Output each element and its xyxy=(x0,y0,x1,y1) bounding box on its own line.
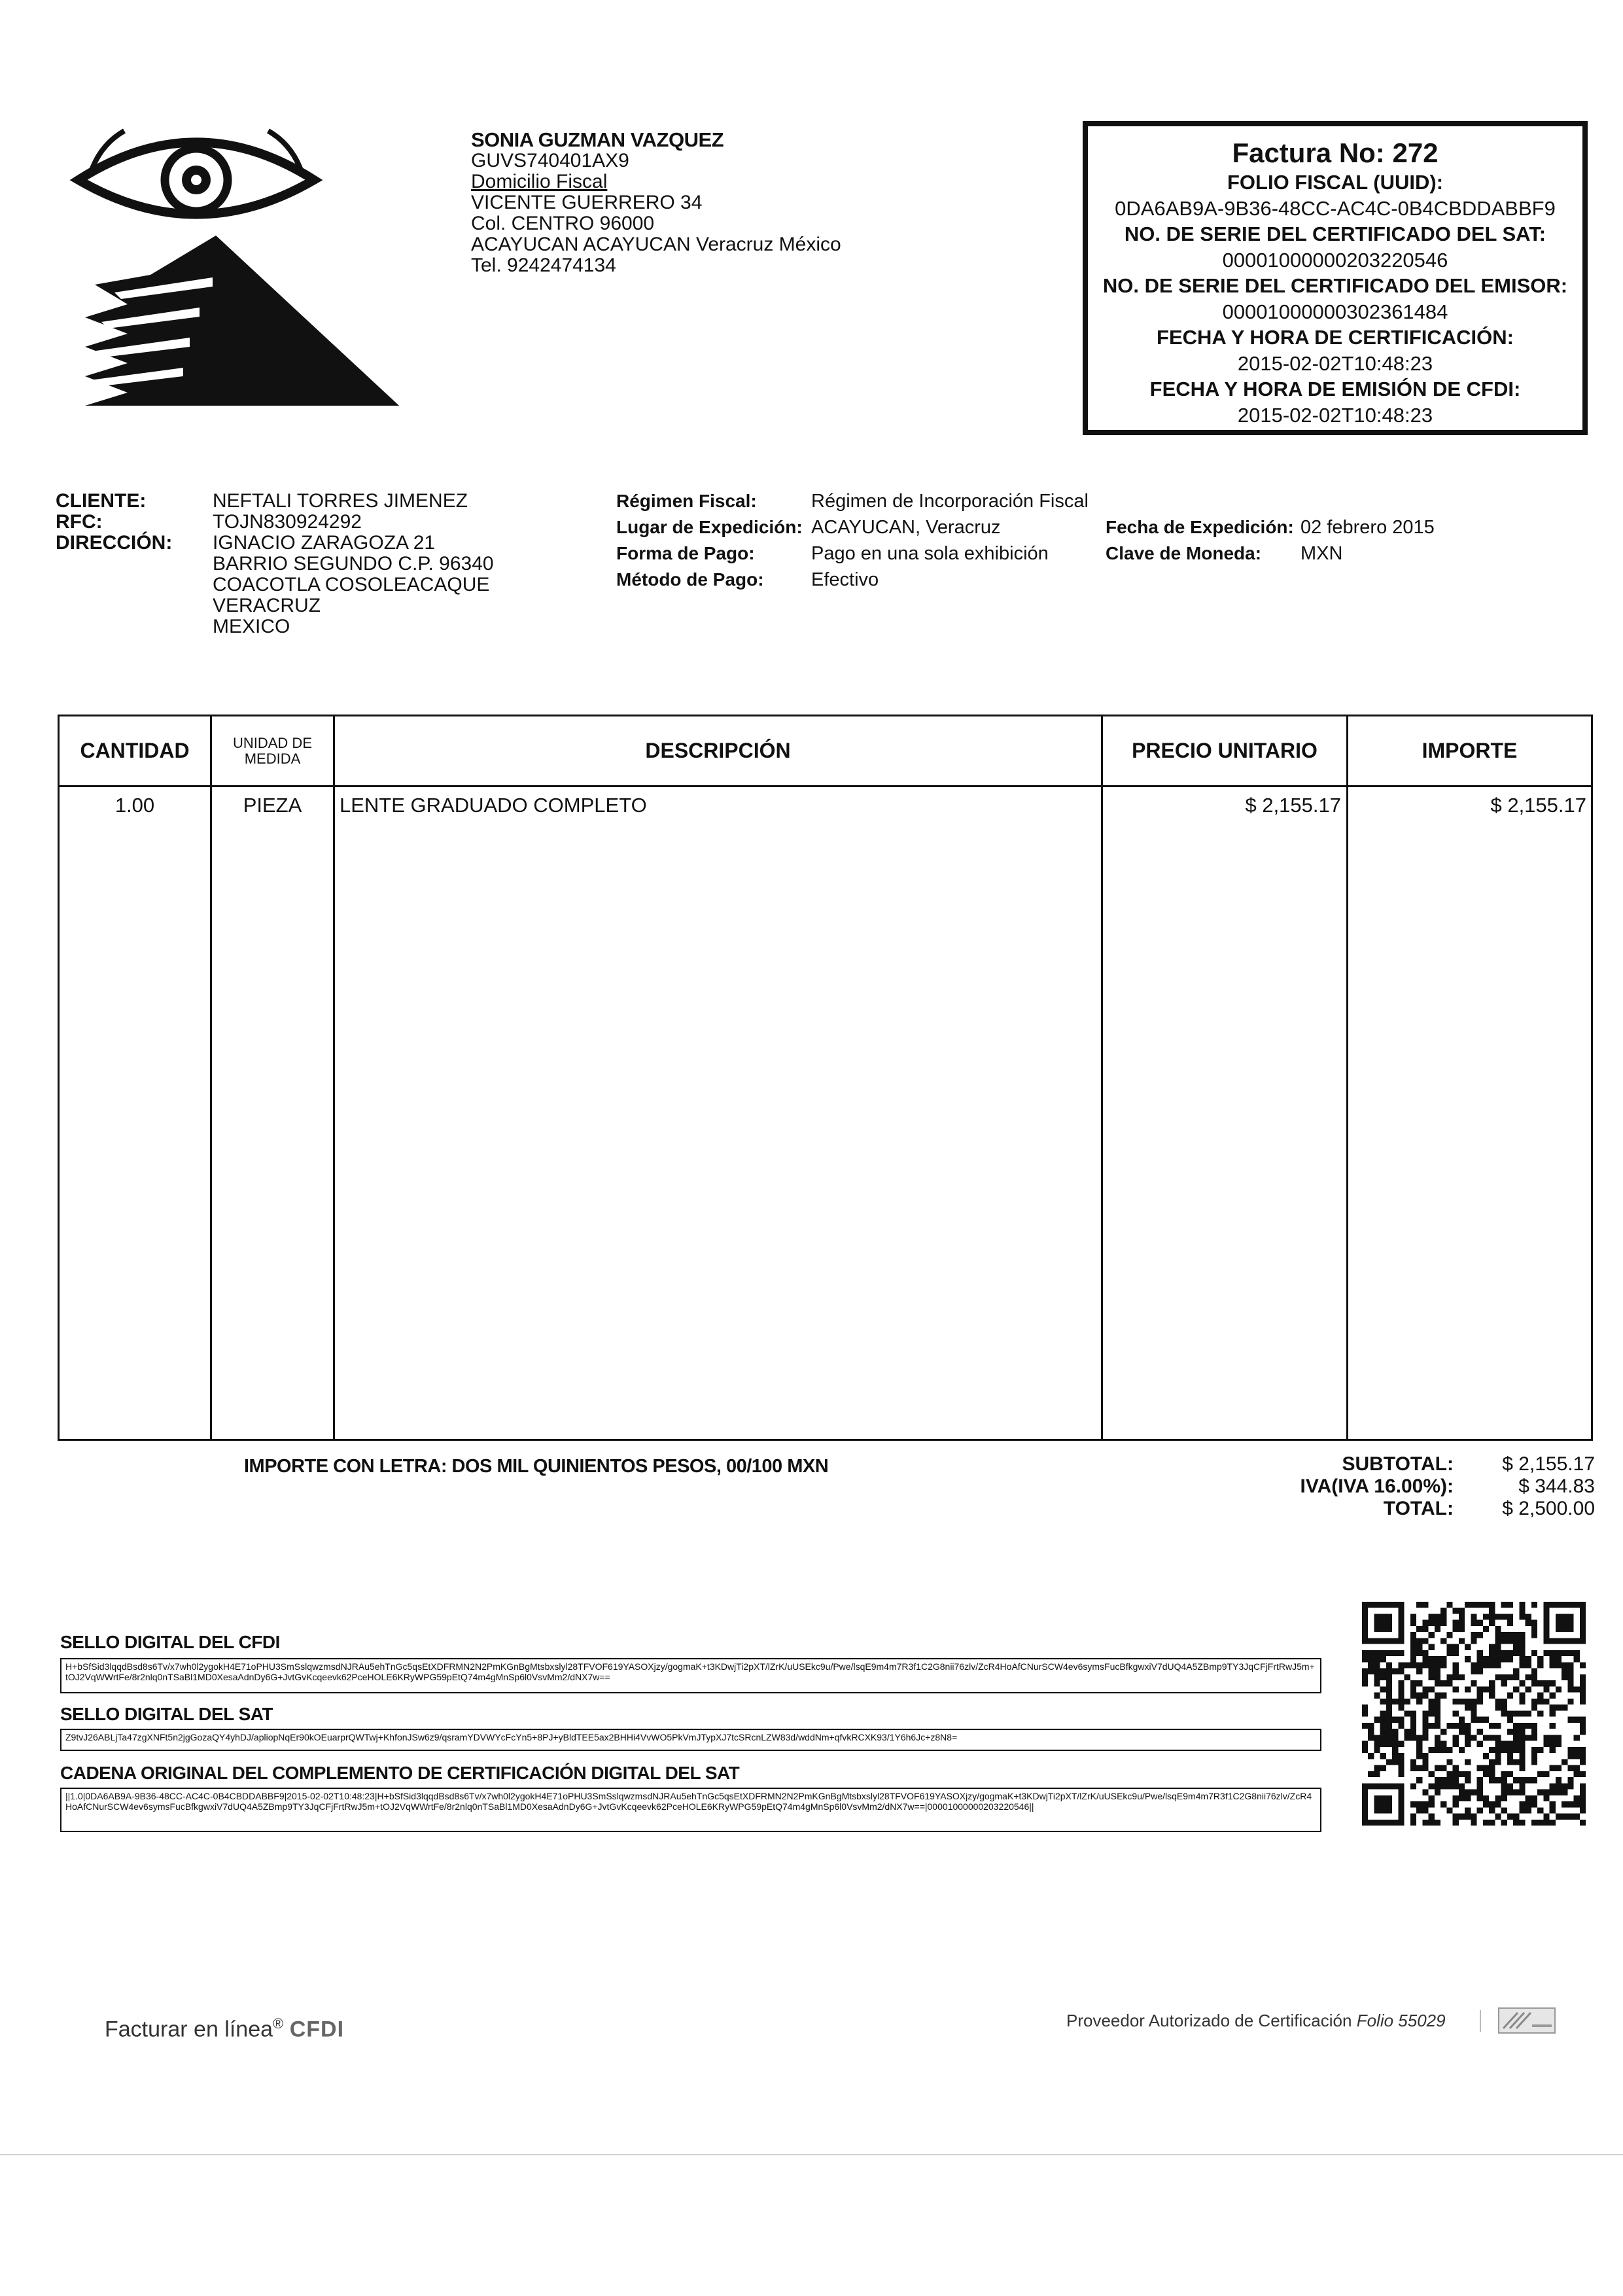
fiscal2-labels xyxy=(1106,514,1294,567)
row-unidad: PIEZA xyxy=(243,794,302,817)
cert-date-label: FECHA Y HORA DE CERTIFICACIÓN: xyxy=(1157,326,1514,349)
moneda-label: Clave de Moneda: xyxy=(1106,543,1262,563)
uuid-value: 0DA6AB9A-9B36-48CC-AC4C-0B4CBDDABBF9 xyxy=(1115,196,1556,220)
issuer-block xyxy=(471,130,841,276)
header-unidad-line1: UNIDAD DE xyxy=(232,734,312,751)
registered-mark: ® xyxy=(273,2015,284,2032)
regimen-label: Régimen Fiscal: xyxy=(616,491,757,511)
sat-cert-value: 00001000000203220546 xyxy=(1222,248,1448,272)
cliente-label: CLIENTE: xyxy=(56,490,147,512)
qr-code xyxy=(1362,1602,1586,1826)
header-unidad-line2: MEDIDA xyxy=(244,750,301,767)
invoice-info-box xyxy=(1083,121,1588,435)
issuer-city: ACAYUCAN ACAYUCAN Veracruz México xyxy=(471,234,841,255)
issuer-street: VICENTE GUERRERO 34 xyxy=(471,192,703,213)
issuer-name: SONIA GUZMAN VAZQUEZ xyxy=(471,128,724,151)
iva-label: IVA(IVA 16.00%): xyxy=(1300,1475,1454,1497)
forma-value: Pago en una sola exhibición xyxy=(811,543,1049,564)
direccion-label: DIRECCIÓN: xyxy=(56,532,173,554)
client-rfc: TOJN830924292 xyxy=(213,511,362,533)
header-descripcion: DESCRIPCIÓN xyxy=(645,739,791,762)
subtotal-label: SUBTOTAL: xyxy=(1342,1453,1454,1475)
header-precio: PRECIO UNITARIO xyxy=(1132,739,1318,762)
sat-cert-label: NO. DE SERIE DEL CERTIFICADO DEL SAT: xyxy=(1124,222,1546,245)
subtotal-value: $ 2,155.17 xyxy=(1502,1453,1595,1475)
company-logo xyxy=(65,118,406,419)
cert-date-value: 2015-02-02T10:48:23 xyxy=(1237,351,1433,375)
lugar-label: Lugar de Expedición: xyxy=(616,517,803,537)
sello-cfdi-heading: SELLO DIGITAL DEL CFDI xyxy=(60,1632,280,1652)
lugar-value: ACAYUCAN, Veracruz xyxy=(811,517,1001,538)
footer-divider xyxy=(1480,2010,1481,2032)
row-descripcion: LENTE GRADUADO COMPLETO xyxy=(340,794,647,817)
total-label: TOTAL: xyxy=(1383,1498,1454,1519)
cadena-heading: CADENA ORIGINAL DEL COMPLEMENTO DE CERTIFICACIÓN DIGITAL DEL SAT xyxy=(60,1763,740,1783)
footer-brand xyxy=(105,2015,344,2042)
issuer-rfc: GUVS740401AX9 xyxy=(471,150,629,171)
emisor-cert-label: NO. DE SERIE DEL CERTIFICADO DEL EMISOR: xyxy=(1102,274,1568,297)
footer-pac xyxy=(1066,2011,1446,2031)
forma-label: Forma de Pago: xyxy=(616,543,755,563)
metodo-value: Efectivo xyxy=(811,569,879,590)
header-importe: IMPORTE xyxy=(1422,739,1518,762)
footer-brand-text: Facturar en línea xyxy=(105,2017,273,2042)
totals-values xyxy=(1492,1453,1595,1520)
cadena-box: ||1.0|0DA6AB9A-9B36-48CC-AC4C-0B4CBDDABBF9|2015-02-02T10:48:23|H+bSfSid3lqqdBsd8s6Tv/x7wh0l2ygokH4E71oPHU3SmSslqwzmsdNJRAu5ehTnGc5qsEtXDFRMN2N2PmKGnBgMtsbxslyl28TFVOF619YASOXjzy/gogmaK+t3KDwjTi2pXT/lZrK/uUSEkc9u/Pwe/lsqE9m4m7R3f1C2G8nii76zlv/ZcR4HoAfCNurSCW4ev6symsFucBfkgwxiV7dUQ4A5ZBmp9TY3JqCFjFrtRwJ5m+tOJ2VqWWrtFe/8r2nlq0nTSaBl1MD0XesaAdnDy6G+JvtGvKcqeevk62PceHOLE6KRyWPG59pEtQ74m4gMnSp6l0VsvMm2/dNX7w==|00001000000203220546|| xyxy=(60,1788,1321,1832)
total-value: $ 2,500.00 xyxy=(1502,1498,1595,1519)
iva-value: $ 344.83 xyxy=(1518,1475,1595,1497)
emision-date-label: FECHA Y HORA DE EMISIÓN DE CFDI: xyxy=(1149,378,1521,400)
pac-text: Proveedor Autorizado de Certificación xyxy=(1066,2011,1352,2030)
row-precio: $ 2,155.17 xyxy=(1245,794,1341,817)
table-header-divider xyxy=(60,785,1591,787)
fecha-value: 02 febrero 2015 xyxy=(1300,517,1435,538)
issuer-phone: Tel. 9242474134 xyxy=(471,255,616,276)
sello-sat-heading: SELLO DIGITAL DEL SAT xyxy=(60,1704,273,1724)
uuid-label: FOLIO FISCAL (UUID): xyxy=(1227,171,1444,194)
sat-logo-icon xyxy=(1498,2007,1556,2034)
table-col-divider xyxy=(210,716,212,1439)
table-col-divider xyxy=(1346,716,1348,1439)
metodo-label: Método de Pago: xyxy=(616,569,764,590)
regimen-value: Régimen de Incorporación Fiscal xyxy=(811,491,1089,512)
row-importe: $ 2,155.17 xyxy=(1490,794,1586,817)
fiscal-labels xyxy=(616,488,803,593)
client-labels xyxy=(56,491,172,554)
fiscal-values xyxy=(811,488,1089,593)
moneda-value: MXN xyxy=(1300,543,1343,564)
importe-con-letra: IMPORTE CON LETRA: DOS MIL QUINIENTOS PESOS, 00/100 MXN xyxy=(244,1456,829,1477)
row-cantidad: 1.00 xyxy=(114,794,155,817)
issuer-domicilio-label: Domicilio Fiscal xyxy=(471,171,608,192)
totals-labels xyxy=(1243,1453,1454,1520)
pac-folio: Folio 55029 xyxy=(1356,2011,1446,2030)
sello-sat-box: Z9tvJ26ABLjTa47zgXNFt5n2jgGozaQY4yhDJ/apliopNqEr90kOEuarprQWTwj+KhfonJSw6z9/qsramYDVWYcFcYn5+8PJ+yBldTEE5ax2BHHi4VvWO5PkVmJTypXJ7tcSRcnLZW83d/wddNm+qfvkRCXK93/1Y6h6Jc+z8N8= xyxy=(60,1729,1321,1751)
client-address-2: BARRIO SEGUNDO C.P. 96340 xyxy=(213,553,494,574)
table-col-divider xyxy=(1101,716,1103,1439)
invoice-title: Factura No: 272 xyxy=(1232,137,1439,168)
table-col-divider xyxy=(333,716,335,1439)
client-address-3: COACOTLA COSOLEACAQUE xyxy=(213,574,490,595)
client-name: NEFTALI TORRES JIMENEZ xyxy=(213,490,468,512)
fecha-label: Fecha de Expedición: xyxy=(1106,517,1294,537)
sello-cfdi-box: H+bSfSid3lqqdBsd8s6Tv/x7wh0l2ygokH4E71oPHU3SmSslqwzmsdNJRAu5ehTnGc5qsEtXDFRMN2N2PmKGnBgMtsbxslyl28TFVOF619YASOXjzy/gogmaK+t3KDwjTi2pXT/lZrK/uUSEkc9u/Pwe/lsqE9m4m7R3f1C2G8nii76zlv/ZcR4HoAfCNurSCW4ev6symsFucBfkgwxiV7dUQ4A5ZBmp9TY3JqCFjFrtRwJ5m+tOJ2VqWWrtFe/8r2nlq0nTSaBl1MD0XesaAdnDy6G+JvtGvKcqeevk62PceHOLE6KRyWPG59pEtQ74m4gMnSp6l0VsvMm2/dNX7w== xyxy=(60,1658,1321,1693)
rfc-label: RFC: xyxy=(56,511,103,533)
emision-date-value: 2015-02-02T10:48:23 xyxy=(1237,403,1433,427)
footer-brand-cfdi: CFDI xyxy=(289,2017,345,2042)
bottom-divider xyxy=(0,2154,1623,2155)
header-cantidad: CANTIDAD xyxy=(80,739,190,762)
client-address-1: IGNACIO ZARAGOZA 21 xyxy=(213,532,436,554)
client-address-4: VERACRUZ xyxy=(213,595,321,616)
client-address-5: MEXICO xyxy=(213,616,290,637)
fiscal2-values xyxy=(1300,514,1435,567)
issuer-colonia: Col. CENTRO 96000 xyxy=(471,213,655,234)
items-table xyxy=(58,715,1593,1441)
header-unidad xyxy=(212,716,333,785)
emisor-cert-value: 00001000000302361484 xyxy=(1222,300,1448,323)
client-values xyxy=(213,491,494,637)
